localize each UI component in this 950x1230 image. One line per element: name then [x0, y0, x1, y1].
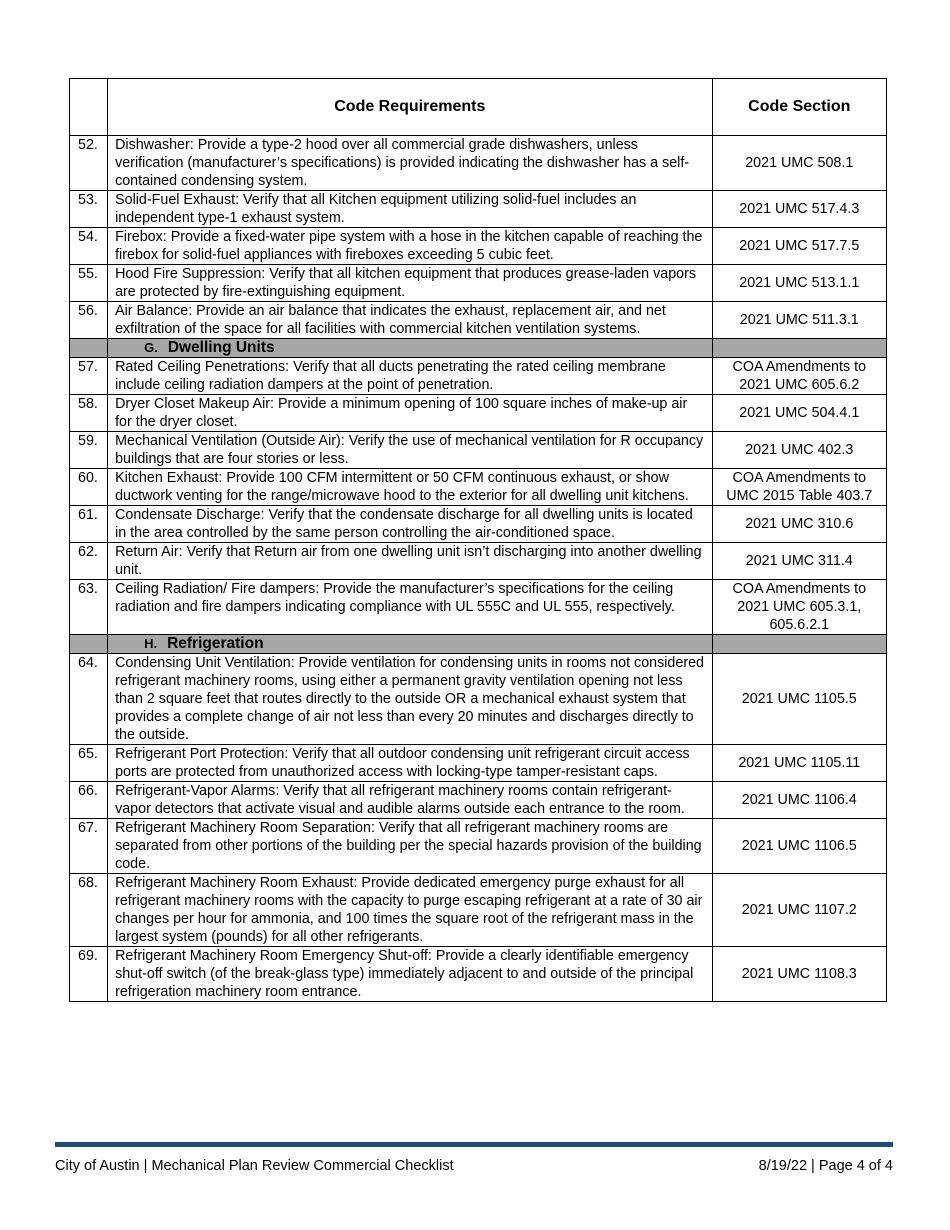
table-header-row [70, 79, 887, 136]
section-letter: G. [144, 340, 158, 355]
item-number: 60. [70, 469, 108, 506]
code-section: 2021 UMC 1105.11 [712, 745, 886, 782]
item-number: 62. [70, 543, 108, 580]
section-letter: H. [144, 636, 158, 651]
requirement-text: Condensate Discharge: Verify that the condensate discharge for all dwelling units is located in the area controlled by the same person controlling the air-conditioned space. [108, 506, 712, 543]
header-code-requirements: Code Requirements [108, 79, 712, 136]
code-section: 2021 UMC 508.1 [712, 136, 886, 191]
table-row [70, 745, 887, 782]
checklist-table [69, 78, 887, 1002]
header-number [70, 79, 108, 136]
code-section: 2021 UMC 517.4.3 [712, 191, 886, 228]
table-row [70, 136, 887, 191]
table-row [70, 819, 887, 874]
code-section: 2021 UMC 513.1.1 [712, 265, 886, 302]
code-section: 2021 UMC 511.3.1 [712, 302, 886, 339]
footer-date-page: 8/19/22 | Page 4 of 4 [758, 1158, 893, 1174]
item-number: 53. [70, 191, 108, 228]
item-number: 68. [70, 874, 108, 947]
item-number: 69. [70, 947, 108, 1002]
code-section: 2021 UMC 310.6 [712, 506, 886, 543]
section-row [70, 339, 887, 358]
table-body [70, 136, 887, 1002]
section-title-cell [108, 635, 712, 654]
requirement-text: Refrigerant-Vapor Alarms: Verify that all refrigerant machinery rooms contain refrigerant-vapor detectors that activate visual and audible alarms outside each entrance to the room. [108, 782, 712, 819]
requirement-text: Condensing Unit Ventilation: Provide ventilation for condensing units in rooms not considered refrigerant machinery rooms, using either a permanent gravity ventilation opening not less than 2 square feet that routes directly to the outside OR a mechanical exhaust system that provides a complete change of air not less than every 20 minutes and discharges directly to the outside. [108, 654, 712, 745]
section-code-cell [712, 339, 886, 358]
code-section: 2021 UMC 517.7.5 [712, 228, 886, 265]
footer-title: City of Austin | Mechanical Plan Review Commercial Checklist [55, 1158, 454, 1174]
section-number-cell [70, 339, 108, 358]
code-section: COA Amendments to 2021 UMC 605.6.2 [712, 358, 886, 395]
code-section: 2021 UMC 1108.3 [712, 947, 886, 1002]
section-title-cell [108, 339, 712, 358]
item-number: 63. [70, 580, 108, 635]
item-number: 56. [70, 302, 108, 339]
requirement-text: Refrigerant Port Protection: Verify that all outdoor condensing unit refrigerant circuit access ports are protected from unauthorized access with locking-type tamper-resistant caps. [108, 745, 712, 782]
section-code-cell [712, 635, 886, 654]
code-section: 2021 UMC 311.4 [712, 543, 886, 580]
item-number: 54. [70, 228, 108, 265]
item-number: 55. [70, 265, 108, 302]
item-number: 59. [70, 432, 108, 469]
requirement-text: Rated Ceiling Penetrations: Verify that all ducts penetrating the rated ceiling membrane include ceiling radiation dampers at the point of penetration. [108, 358, 712, 395]
requirement-text: Refrigerant Machinery Room Emergency Shut-off: Provide a clearly identifiable emergency shut-off switch (of the break-glass type) immediately adjacent to and outside of the principal refrigeration machinery room entrance. [108, 947, 712, 1002]
table-row [70, 506, 887, 543]
table-row [70, 432, 887, 469]
requirement-text: Return Air: Verify that Return air from one dwelling unit isn’t discharging into another dwelling unit. [108, 543, 712, 580]
table-row [70, 302, 887, 339]
code-section: 2021 UMC 504.4.1 [712, 395, 886, 432]
header-code-section: Code Section [712, 79, 886, 136]
item-number: 64. [70, 654, 108, 745]
requirement-text: Ceiling Radiation/ Fire dampers: Provide the manufacturer’s specifications for the ceiling radiation and fire dampers indicating compliance with UL 555C and UL 555, respectively. [108, 580, 712, 635]
item-number: 67. [70, 819, 108, 874]
requirement-text: Dryer Closet Makeup Air: Provide a minimum opening of 100 square inches of make-up air for the dryer closet. [108, 395, 712, 432]
requirement-text: Refrigerant Machinery Room Exhaust: Provide dedicated emergency purge exhaust for all refrigerant machinery rooms with the capacity to purge escaping refrigerant at a rate of 30 air changes per hour for ammonia, and 100 times the square root of the refrigerant mass in the largest system (pounds) for all other refrigerants. [108, 874, 712, 947]
table-row [70, 654, 887, 745]
code-section: 2021 UMC 1107.2 [712, 874, 886, 947]
code-section: 2021 UMC 402.3 [712, 432, 886, 469]
table-row [70, 265, 887, 302]
section-title: Dwelling Units [167, 339, 275, 356]
section-number-cell [70, 635, 108, 654]
code-section: COA Amendments to 2021 UMC 605.3.1, 605.6.2.1 [712, 580, 886, 635]
table-row [70, 947, 887, 1002]
requirement-text: Hood Fire Suppression: Verify that all kitchen equipment that produces grease-laden vapors are protected by fire-extinguishing equipment. [108, 265, 712, 302]
requirement-text: Firebox: Provide a fixed-water pipe system with a hose in the kitchen capable of reaching the firebox for solid-fuel appliances with fireboxes exceeding 5 cubic feet. [108, 228, 712, 265]
item-number: 61. [70, 506, 108, 543]
code-section: 2021 UMC 1106.4 [712, 782, 886, 819]
table-row [70, 874, 887, 947]
requirement-text: Refrigerant Machinery Room Separation: Verify that all refrigerant machinery rooms are separated from other portions of the building per the special hazards provision of the building code. [108, 819, 712, 874]
item-number: 58. [70, 395, 108, 432]
table-row [70, 395, 887, 432]
code-section: COA Amendments to UMC 2015 Table 403.7 [712, 469, 886, 506]
code-section: 2021 UMC 1105.5 [712, 654, 886, 745]
item-number: 52. [70, 136, 108, 191]
requirement-text: Kitchen Exhaust: Provide 100 CFM intermittent or 50 CFM continuous exhaust, or show ductwork venting for the range/microwave hood to the exterior for all dwelling unit kitchens. [108, 469, 712, 506]
footer-rule [55, 1142, 893, 1147]
table-row [70, 469, 887, 506]
requirement-text: Dishwasher: Provide a type-2 hood over all commercial grade dishwashers, unless verification (manufacturer’s specifications) is provided indicating the dishwasher has a self-contained condensing system. [108, 136, 712, 191]
code-section: 2021 UMC 1106.5 [712, 819, 886, 874]
table-row [70, 543, 887, 580]
item-number: 57. [70, 358, 108, 395]
requirement-text: Solid-Fuel Exhaust: Verify that all Kitchen equipment utilizing solid-fuel includes an independent type-1 exhaust system. [108, 191, 712, 228]
requirement-text: Air Balance: Provide an air balance that indicates the exhaust, replacement air, and net exfiltration of the space for all facilities with commercial kitchen ventilation systems. [108, 302, 712, 339]
table-row [70, 191, 887, 228]
requirement-text: Mechanical Ventilation (Outside Air): Verify the use of mechanical ventilation for R occupancy buildings that are four stories or less. [108, 432, 712, 469]
item-number: 65. [70, 745, 108, 782]
item-number: 66. [70, 782, 108, 819]
section-title: Refrigeration [167, 635, 264, 652]
table-row [70, 358, 887, 395]
table-row [70, 228, 887, 265]
section-row [70, 635, 887, 654]
table-row [70, 580, 887, 635]
table-row [70, 782, 887, 819]
